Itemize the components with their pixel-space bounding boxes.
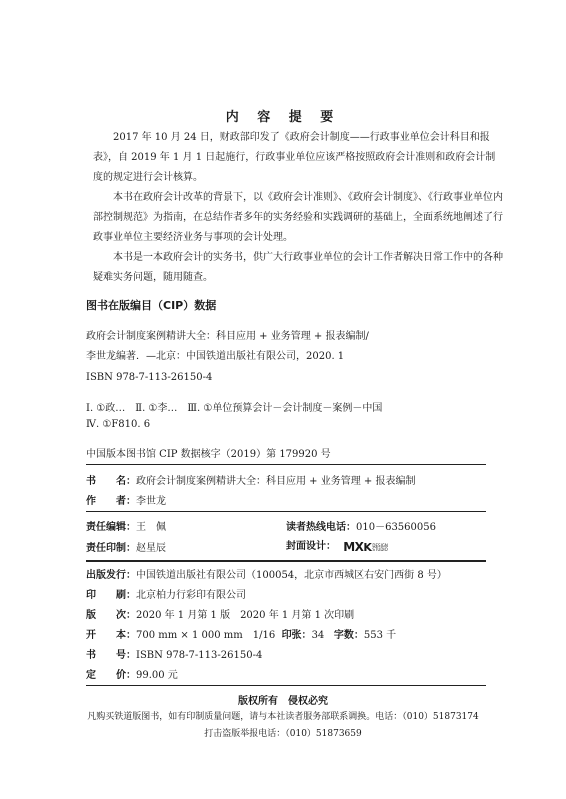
print-manager-value: 赵星辰 bbox=[136, 543, 166, 554]
mxk-logo bbox=[343, 540, 388, 554]
summary-paragraph: 本书是一本政府会计的实务书，供广大行政事业单位的会计工作者解决日常工作中的各种疑难实务问题，随用随查。 bbox=[93, 252, 503, 283]
price-label: 定 价： bbox=[86, 670, 136, 681]
divider bbox=[86, 511, 486, 512]
cover-design-row bbox=[286, 537, 388, 554]
cip-author-line: 李世龙编著．—北京：中国铁道出版社有限公司，2020. 1 bbox=[86, 351, 345, 362]
editor-row bbox=[86, 518, 166, 533]
publisher-value: 中国铁道出版社有限公司（100054，北京市西城区右安门西街 8 号） bbox=[136, 570, 447, 581]
hotline-row bbox=[286, 518, 436, 533]
publisher-label: 出版发行： bbox=[86, 570, 136, 581]
edition-row bbox=[86, 606, 354, 621]
cip-title-line: 政府会计制度案例精讲大全：科目应用 + 业务管理 + 报表编制/ bbox=[86, 331, 369, 342]
editor-value: 王 佩 bbox=[136, 522, 166, 533]
edition-value: 2020 年 1 月第 1 版 2020 年 1 月第 1 次印刷 bbox=[136, 610, 355, 621]
printer-label: 印 刷： bbox=[86, 590, 136, 601]
price-row bbox=[86, 666, 178, 681]
mxk-logo-subtitle: DESIGN STUDIO bbox=[372, 543, 388, 552]
book-author-value: 李世龙 bbox=[136, 496, 166, 507]
book-author-label: 作 者： bbox=[86, 496, 136, 507]
hotline-value: 010－63560056 bbox=[356, 522, 436, 533]
cip-isbn: ISBN 978-7-113-26150-4 bbox=[86, 372, 213, 383]
book-number-label: 书 号： bbox=[86, 650, 136, 661]
editor-label: 责任编辑： bbox=[86, 522, 136, 533]
summary-title: 内 容 提 要 bbox=[225, 110, 341, 125]
divider bbox=[86, 560, 486, 562]
book-author-row bbox=[86, 492, 166, 507]
book-number-row bbox=[86, 646, 262, 661]
print-manager-row bbox=[86, 539, 166, 554]
copyright-title: 版权所有 侵权必究 bbox=[238, 696, 328, 707]
divider bbox=[86, 464, 486, 465]
cip-heading: 图书在版编目（CIP）数据 bbox=[86, 299, 217, 312]
piracy-hotline: 打击盗版举报电话：（010）51873659 bbox=[204, 729, 362, 739]
mxk-logo-mark: MXK bbox=[343, 539, 372, 554]
price-value: 99.00 元 bbox=[136, 670, 178, 681]
format-label: 开 本： bbox=[86, 630, 136, 641]
summary-paragraph: 2017 年 10 月 24 日，财政部印发了《政府会计制度——行政事业单位会计科目和报表》，自 2019 年 1 月 1 日起施行，行政事业单位应该严格按照政府会计准则和政府会计制度的规定进行会计核算。 bbox=[93, 132, 496, 183]
summary-body bbox=[93, 128, 503, 288]
cip-record-number: 中国版本图书馆 CIP 数据核字（2019）第 179920 号 bbox=[86, 449, 331, 460]
divider bbox=[86, 685, 486, 686]
hotline-label: 读者热线电话： bbox=[286, 522, 356, 533]
edition-label: 版 次： bbox=[86, 610, 136, 621]
words-value: 553 千 bbox=[363, 630, 397, 641]
cover-design-label: 封面设计： bbox=[286, 541, 336, 552]
copyright-notice: 凡购买铁道版图书，如有印制质量问题，请与本社读者服务部联系调换。电话：（010）51873174 bbox=[87, 712, 479, 722]
publisher-row bbox=[86, 566, 447, 581]
summary-paragraph: 本书在政府会计改革的背景下，以《政府会计准则》、《政府会计制度》、《行政事业单位内部控制规范》为指南，在总结作者多年的实务经验和实践调研的基础上，全面系统地阐述了行政事业单位主要经济业务与事项的会计处理。 bbox=[93, 192, 503, 243]
cip-classification-2: Ⅳ. ①F810. 6 bbox=[86, 419, 151, 430]
format-row bbox=[86, 626, 396, 641]
printer-row bbox=[86, 586, 246, 601]
book-number-value: ISBN 978-7-113-26150-4 bbox=[136, 650, 263, 661]
book-title-value: 政府会计制度案例精讲大全：科目应用 + 业务管理 + 报表编制 bbox=[136, 476, 416, 487]
printer-value: 北京柏力行彩印有限公司 bbox=[136, 590, 246, 601]
book-title-row bbox=[86, 472, 415, 487]
book-title-label: 书 名： bbox=[86, 476, 136, 487]
cip-classification: Ⅰ. ①政… Ⅱ. ①李… Ⅲ. ①单位预算会计－会计制度－案例－中国 bbox=[86, 403, 383, 414]
format-value: 700 mm × 1 000 mm 1/16 bbox=[136, 630, 276, 641]
sheets-label: 印张： bbox=[281, 630, 312, 641]
print-manager-label: 责任印制： bbox=[86, 543, 136, 554]
sheets-value: 34 bbox=[311, 630, 325, 641]
words-label: 字数： bbox=[333, 630, 364, 641]
